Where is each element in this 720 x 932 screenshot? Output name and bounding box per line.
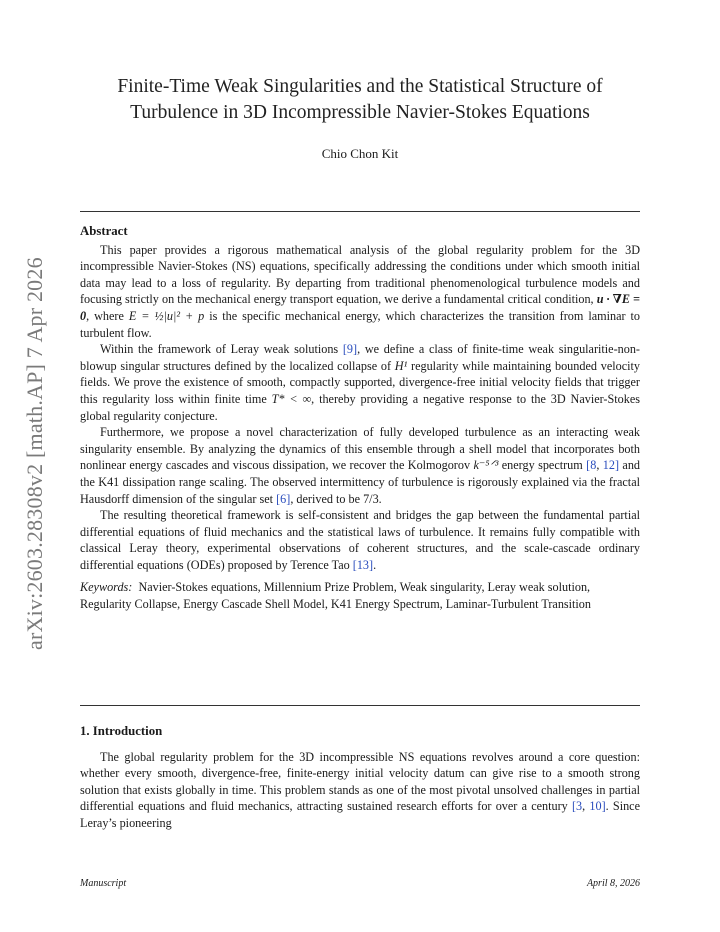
abstract-text: is the specific mechanical energy, which characterizes the transition from laminar to turbulent flow.	[80, 308, 640, 340]
math-inline: T* < ∞	[271, 391, 312, 406]
abstract-paragraph-2	[80, 341, 640, 424]
abstract-text: Furthermore, we propose a novel characterization of fully developed turbulence as an interacting weak singularity ensemble. By analyzing the dynamics of this ensemble through a shell model that incorporates both nonlinear energy cascades and viscous dissipation, we recover the Kolmogorov	[80, 425, 640, 473]
citation-link[interactable]: [13]	[352, 557, 374, 572]
paper-title	[80, 74, 640, 126]
math-inline: k⁻⁵ᐟ³	[473, 458, 499, 473]
abstract-text: This paper provides a rigorous mathematical analysis of the global regularity problem for the 3D incompressible Navier-Stokes (NS) equations, specifically addressing the conditions under which smooth initial data may lead to a loss of regularity. By departing from traditional phenomenological turbulence models and focusing strictly on the mechanical energy transport equation, we derive a fundamental critical condition,	[80, 242, 640, 307]
author: Chio Chon Kit	[321, 146, 399, 161]
intro-text: . Since Leray’s pioneering	[80, 799, 641, 830]
abstract-text: The resulting theoretical framework is self-consistent and bridges the gap between the fundamental partial differential equations of fluid mechanics and the statistical laws of turbulence. It remains fully compatible with classical Leray theory, experimental observations of coherent structures, and the scale-cascade ordinary differential equations (ODEs) proposed by Terence Tao	[80, 508, 640, 572]
abstract-text: Within the framework of Leray weak solutions	[100, 342, 343, 357]
citation-link[interactable]: [3	[571, 799, 583, 814]
abstract-paragraph-1	[80, 242, 640, 342]
intro-text: The global regularity problem for the 3D incompressible NS equations revolves around a core question: whether every smooth, divergence-free, finite-energy initial velocity datum can give rise to a smooth strong solution that exists globally in time. This problem stands as one of the most pivotal unsolved challenges in partial differential equations and fluid mechanics, attracting sustained research efforts for over a century	[80, 749, 640, 814]
citation-link[interactable]: 10]	[589, 799, 606, 814]
abstract-text: , where	[86, 308, 129, 323]
citation-link[interactable]: [8	[586, 458, 597, 473]
abstract-text: , thereby providing a negative response to the 3D Navier-Stokes global regularity conjecture.	[80, 391, 640, 423]
math-inline: u · ∇E = 0	[80, 292, 641, 323]
abstract-text: .	[373, 557, 377, 572]
math-inline: E = ½|u|² + p	[128, 308, 205, 323]
abstract-text: , we define a class of finite-time weak singularitie-non-blowup singular structures defined by the localized collapse of	[80, 342, 640, 373]
math-inline: H¹	[394, 358, 408, 373]
citation-link[interactable]: 12]	[602, 458, 620, 473]
keywords-label: Keywords:	[80, 580, 133, 595]
abstract-heading: Abstract	[80, 224, 128, 238]
citation-separator: ,	[596, 458, 603, 473]
citation-link[interactable]: [9]	[342, 342, 358, 357]
abstract-text: energy spectrum	[498, 458, 587, 473]
keywords-text: Navier-Stokes equations, Millennium Prize Problem, Weak singularity, Leray weak solution, Regularity Collapse, Energy Cascade Shell Model, K41 Energy Spectrum, Laminar-Turbulent Transition	[80, 580, 591, 612]
abstract-paragraph-3	[80, 424, 640, 507]
section-heading: 1. Introduction	[80, 724, 163, 738]
top-rule	[80, 211, 640, 212]
citation-link[interactable]: [6]	[276, 491, 291, 506]
citation-separator: ,	[582, 799, 590, 814]
introduction	[80, 723, 640, 832]
keywords	[80, 579, 640, 612]
abstract-text: , derived to be 7/3.	[290, 491, 382, 506]
abstract-text: and the K41 dissipation range scaling. The observed intermittency of turbulence is rigorously explained via the fractal Hausdorff dimension of the singular set	[80, 458, 641, 506]
title-line-2: Turbulence in 3D Incompressible Navier-Stokes Equations	[130, 102, 590, 123]
abstract-paragraph-4	[80, 507, 640, 573]
intro-paragraph	[80, 749, 640, 832]
bottom-rule	[80, 705, 640, 706]
footer-left: Manuscript	[80, 878, 127, 889]
arxiv-identifier: arXiv:2603.28308v2 [math.AP] 7 Apr 2026	[22, 257, 47, 650]
abstract	[80, 223, 640, 613]
title-line-1: Finite-Time Weak Singularities and the Statistical Structure of	[117, 76, 603, 97]
footer-date: April 8, 2026	[586, 878, 640, 889]
abstract-text: regularity while maintaining bounded velocity fields. We prove the existence of smooth, compactly supported, divergence-free initial velocity fields that trigger this regularity loss within finite time	[80, 358, 640, 406]
